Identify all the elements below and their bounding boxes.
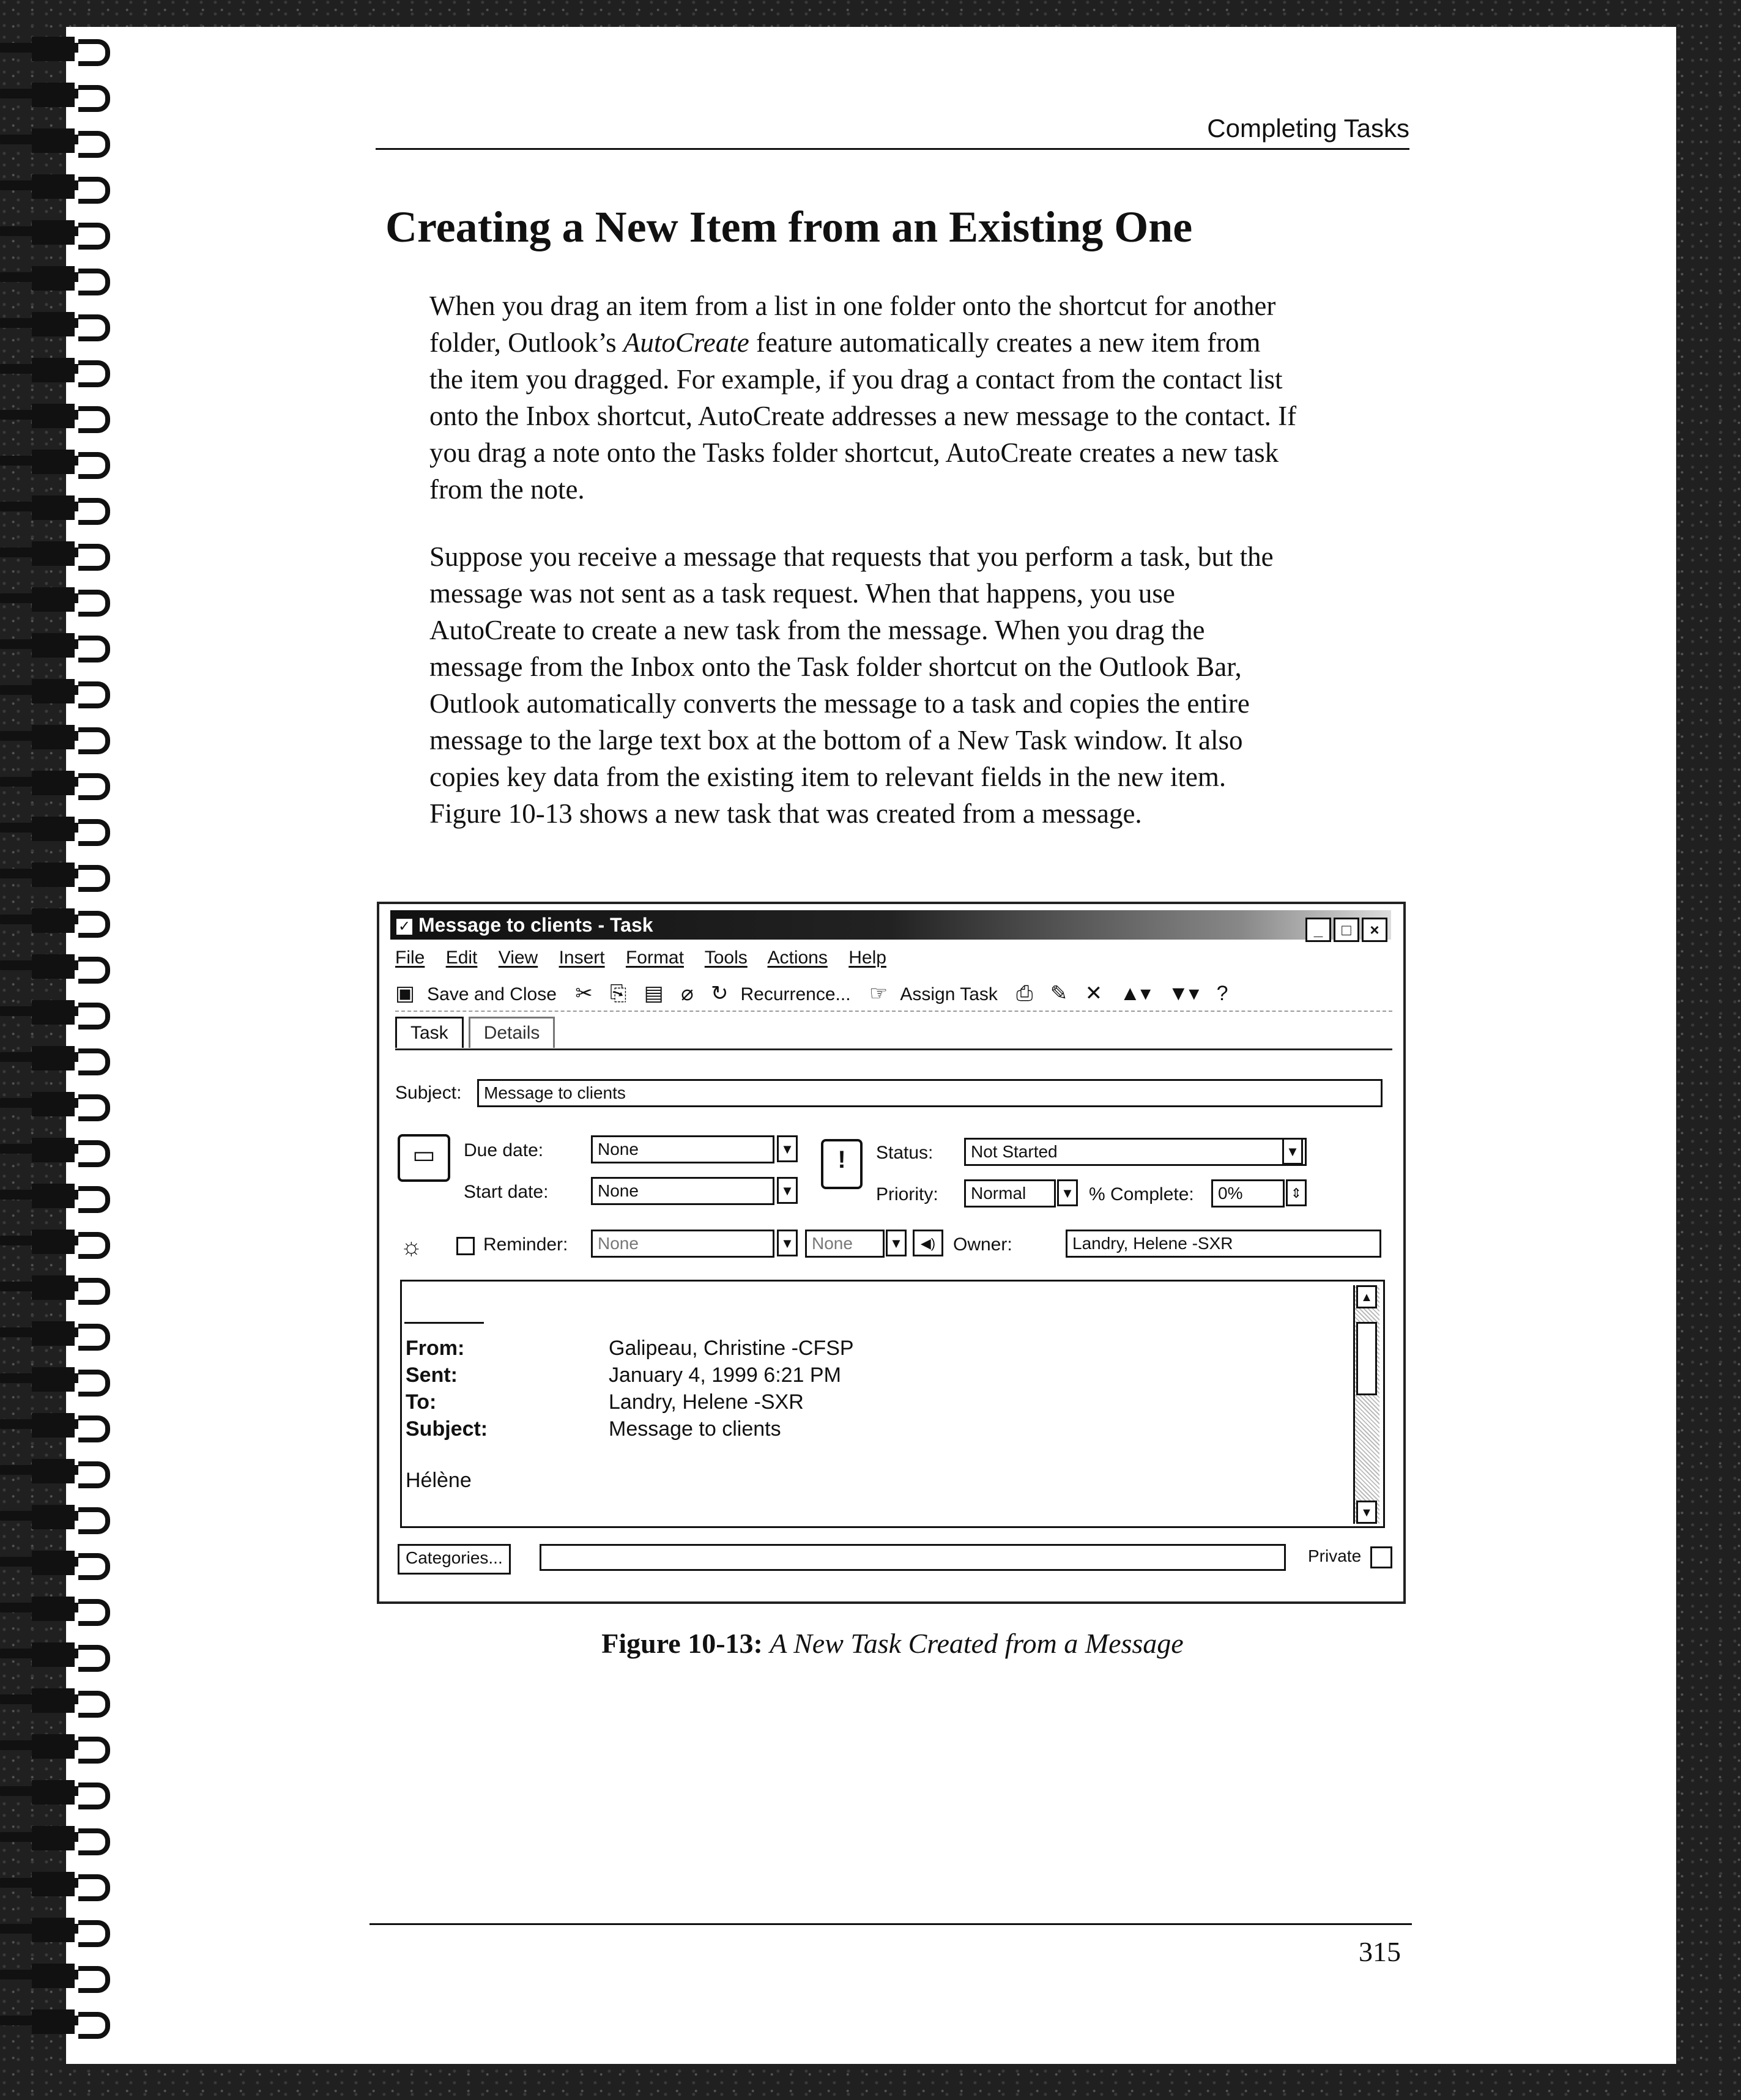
owner-field: Landry, Helene -SXR [1066, 1230, 1381, 1258]
section-title: Creating a New Item from an Existing One [385, 202, 1193, 251]
scroll-up-icon[interactable]: ▲ [1356, 1285, 1377, 1308]
binding-coil [0, 908, 125, 933]
reminder-date-field[interactable]: None [591, 1230, 774, 1258]
figure-title: A New Task Created from a Message [770, 1628, 1184, 1659]
paragraph-line: Outlook automatically converts the message to a task and copies the entire [429, 688, 1250, 719]
menu-help[interactable]: Help [848, 948, 886, 968]
figure-label: Figure 10-13: [601, 1628, 763, 1659]
percent-complete-label: % Complete: [1089, 1184, 1194, 1204]
owner-label: Owner: [953, 1234, 1012, 1255]
binding-coil [0, 1964, 125, 1988]
binding-coil [0, 358, 125, 382]
sent-value: January 4, 1999 6:21 PM [609, 1364, 841, 1387]
binding-coil [0, 587, 125, 612]
paragraph-line: copies key data from the existing item to relevant fields in the new item. [429, 762, 1227, 792]
paragraph-line: AutoCreate to create a new task from the message. When you drag the [429, 615, 1205, 645]
subject-input[interactable]: Message to clients [477, 1079, 1383, 1107]
binding-coil [0, 1367, 125, 1392]
due-date-label: Due date: [464, 1140, 544, 1160]
scroll-thumb[interactable] [1356, 1322, 1377, 1395]
priority-select[interactable]: Normal [964, 1179, 1056, 1208]
paragraph-1 [429, 288, 1420, 508]
due-date-dropdown-icon[interactable]: ▼ [777, 1135, 798, 1162]
binding-coil [0, 450, 125, 474]
menu-bar [395, 944, 902, 971]
binding-coil [0, 83, 125, 107]
paragraph-line: When you drag an item from a list in one folder onto the shortcut for another [429, 291, 1276, 321]
to-value: Landry, Helene -SXR [609, 1390, 804, 1414]
start-date-dropdown-icon[interactable]: ▼ [777, 1177, 798, 1204]
binding-coil [0, 541, 125, 566]
next-item-icon[interactable]: ▼▾ [1168, 982, 1200, 1005]
binding-coil [0, 495, 125, 520]
print-icon[interactable]: ⎙ [1016, 982, 1033, 1005]
binding-coil [0, 1505, 125, 1529]
to-label: To: [406, 1390, 437, 1414]
paste-icon[interactable]: ▤ [644, 982, 664, 1005]
binding-coil [0, 771, 125, 795]
copy-icon[interactable]: ⎘ [610, 982, 627, 1005]
binding-coil [0, 1734, 125, 1759]
paragraph-2 [429, 538, 1420, 832]
paragraph-line: you drag a note onto the Tasks folder shortcut, AutoCreate creates a new task [429, 437, 1279, 468]
autocreate-term: AutoCreate [623, 327, 749, 358]
task-check-icon: ✓ [396, 919, 412, 935]
footer-rule [369, 1923, 1412, 1925]
status-clipboard-icon: ! [821, 1139, 863, 1189]
binding-coil [0, 1184, 125, 1208]
due-date-field[interactable]: None [591, 1135, 774, 1163]
toolbar [395, 976, 1392, 1012]
reminder-bell-icon: ☼ [400, 1233, 423, 1260]
assign-task-icon: ☞ [869, 982, 888, 1005]
assign-task-button[interactable]: Assign Task [900, 984, 998, 1004]
reminder-label: Reminder: [483, 1234, 568, 1255]
recurrence-button[interactable]: Recurrence... [740, 984, 851, 1004]
binding-coil [0, 1688, 125, 1713]
categories-input[interactable] [540, 1544, 1286, 1571]
binding-coil [0, 1551, 125, 1575]
binding-coil [0, 1138, 125, 1162]
close-icon[interactable]: × [1362, 918, 1387, 942]
spiral-binding [0, 37, 128, 2080]
scroll-down-icon[interactable]: ▼ [1356, 1501, 1377, 1524]
status-select[interactable]: Not Started [964, 1138, 1307, 1166]
greeting: Hélène [406, 1469, 472, 1492]
running-header: Completing Tasks [1207, 114, 1409, 143]
binding-coil [0, 174, 125, 199]
percent-complete-spinner-icon[interactable]: ⇕ [1286, 1179, 1307, 1206]
binding-coil [0, 1872, 125, 1896]
binding-coil [0, 1092, 125, 1116]
tab-task[interactable]: Task [395, 1017, 464, 1048]
notes-text-box[interactable] [400, 1280, 1385, 1528]
menu-view[interactable]: View [498, 948, 538, 968]
menu-actions[interactable]: Actions [767, 948, 828, 968]
menu-tools[interactable]: Tools [704, 948, 748, 968]
task-window-screenshot [377, 902, 1406, 1604]
figure-caption [376, 1627, 1409, 1660]
paragraph-line: message to the large text box at the bottom of a New Task window. It also [429, 725, 1243, 755]
priority-dropdown-icon[interactable]: ▼ [1057, 1179, 1078, 1206]
binding-coil [0, 37, 125, 61]
binding-coil [0, 2009, 125, 2034]
private-checkbox[interactable] [1370, 1546, 1392, 1568]
menu-file[interactable]: File [395, 948, 425, 968]
cut-icon[interactable]: ✂ [575, 982, 593, 1005]
paragraph-line: folder, Outlook’s AutoCreate feature automatically creates a new item from [429, 327, 1261, 358]
page-number: 315 [1359, 1936, 1401, 1967]
save-and-close-button[interactable]: Save and Close [427, 984, 557, 1004]
status-dropdown-icon[interactable]: ▼ [1282, 1138, 1303, 1165]
header-rule [376, 148, 1409, 150]
from-value: Galipeau, Christine -CFSP [609, 1337, 854, 1360]
binding-coil [0, 1459, 125, 1483]
sent-label: Sent: [406, 1364, 458, 1387]
subject-label: Subject: [395, 1083, 462, 1103]
menu-edit[interactable]: Edit [445, 948, 478, 968]
binding-coil [0, 863, 125, 887]
binding-coil [0, 1780, 125, 1805]
mark-complete-icon[interactable]: ✎ [1050, 982, 1068, 1005]
binding-coil [0, 1230, 125, 1254]
message-subject-value: Message to clients [609, 1417, 781, 1441]
binding-coil [0, 266, 125, 291]
binding-coil [0, 633, 125, 658]
binding-coil [0, 128, 125, 153]
reminder-sound-icon[interactable]: ◀) [913, 1230, 943, 1256]
save-icon: ▣ [395, 982, 415, 1005]
binding-coil [0, 1826, 125, 1850]
notes-scrollbar[interactable] [1353, 1285, 1379, 1524]
categories-button[interactable]: Categories... [398, 1544, 511, 1575]
message-separator [404, 1322, 484, 1324]
attach-icon[interactable]: ⌀ [681, 982, 694, 1005]
previous-item-icon[interactable]: ▲▾ [1119, 982, 1151, 1005]
binding-coil [0, 1642, 125, 1667]
paragraph-line: Suppose you receive a message that requests that you perform a task, but the [429, 541, 1274, 572]
binding-coil [0, 404, 125, 428]
private-label: Private [1308, 1546, 1362, 1565]
reminder-checkbox[interactable] [456, 1237, 475, 1255]
categories-bar [398, 1540, 1391, 1577]
reminder-time-field[interactable]: None [805, 1230, 885, 1258]
priority-label: Priority: [876, 1184, 938, 1204]
binding-coil [0, 679, 125, 703]
binding-coil [0, 220, 125, 245]
binding-coil [0, 954, 125, 979]
help-icon[interactable]: ? [1216, 982, 1228, 1005]
paragraph-line: from the note. [429, 474, 585, 505]
menu-insert[interactable]: Insert [559, 948, 605, 968]
binding-coil [0, 1000, 125, 1025]
start-date-field[interactable]: None [591, 1177, 774, 1205]
tab-rule [395, 1048, 1392, 1050]
menu-format[interactable]: Format [625, 948, 684, 968]
window-title: Message to clients - Task [418, 914, 653, 936]
binding-coil [0, 817, 125, 841]
binding-coil [0, 1321, 125, 1346]
binding-coil [0, 312, 125, 336]
delete-icon[interactable]: ✕ [1085, 982, 1103, 1005]
paragraph-line: onto the Inbox shortcut, AutoCreate addresses a new message to the contact. If [429, 401, 1297, 431]
window-titlebar [390, 910, 1391, 940]
reminder-date-dropdown-icon[interactable]: ▼ [777, 1230, 798, 1256]
paragraph-line: message was not sent as a task request. When that happens, you use [429, 578, 1175, 609]
paragraph-line: message from the Inbox onto the Task folder shortcut on the Outlook Bar, [429, 651, 1242, 682]
binding-coil [0, 725, 125, 749]
maximize-icon[interactable]: □ [1334, 918, 1359, 942]
binding-coil [0, 1918, 125, 1942]
binding-coil [0, 1275, 125, 1300]
message-subject-label: Subject: [406, 1417, 488, 1441]
binding-coil [0, 1413, 125, 1438]
window-controls [1303, 914, 1387, 943]
status-label: Status: [876, 1143, 934, 1163]
from-label: From: [406, 1337, 465, 1360]
start-date-label: Start date: [464, 1182, 549, 1202]
paragraph-line: the item you dragged. For example, if you drag a contact from the contact list [429, 364, 1283, 395]
binding-coil [0, 1597, 125, 1621]
calendar-icon: ▭ [398, 1134, 450, 1182]
percent-complete-field[interactable]: 0% [1211, 1179, 1285, 1208]
tab-strip [395, 1017, 560, 1048]
minimize-icon[interactable]: _ [1305, 918, 1331, 942]
recurrence-icon: ↻ [710, 982, 729, 1005]
paragraph-line: Figure 10-13 shows a new task that was created from a message. [429, 798, 1142, 829]
tab-details[interactable]: Details [469, 1017, 555, 1048]
reminder-time-dropdown-icon[interactable]: ▼ [886, 1230, 907, 1256]
binding-coil [0, 1046, 125, 1070]
